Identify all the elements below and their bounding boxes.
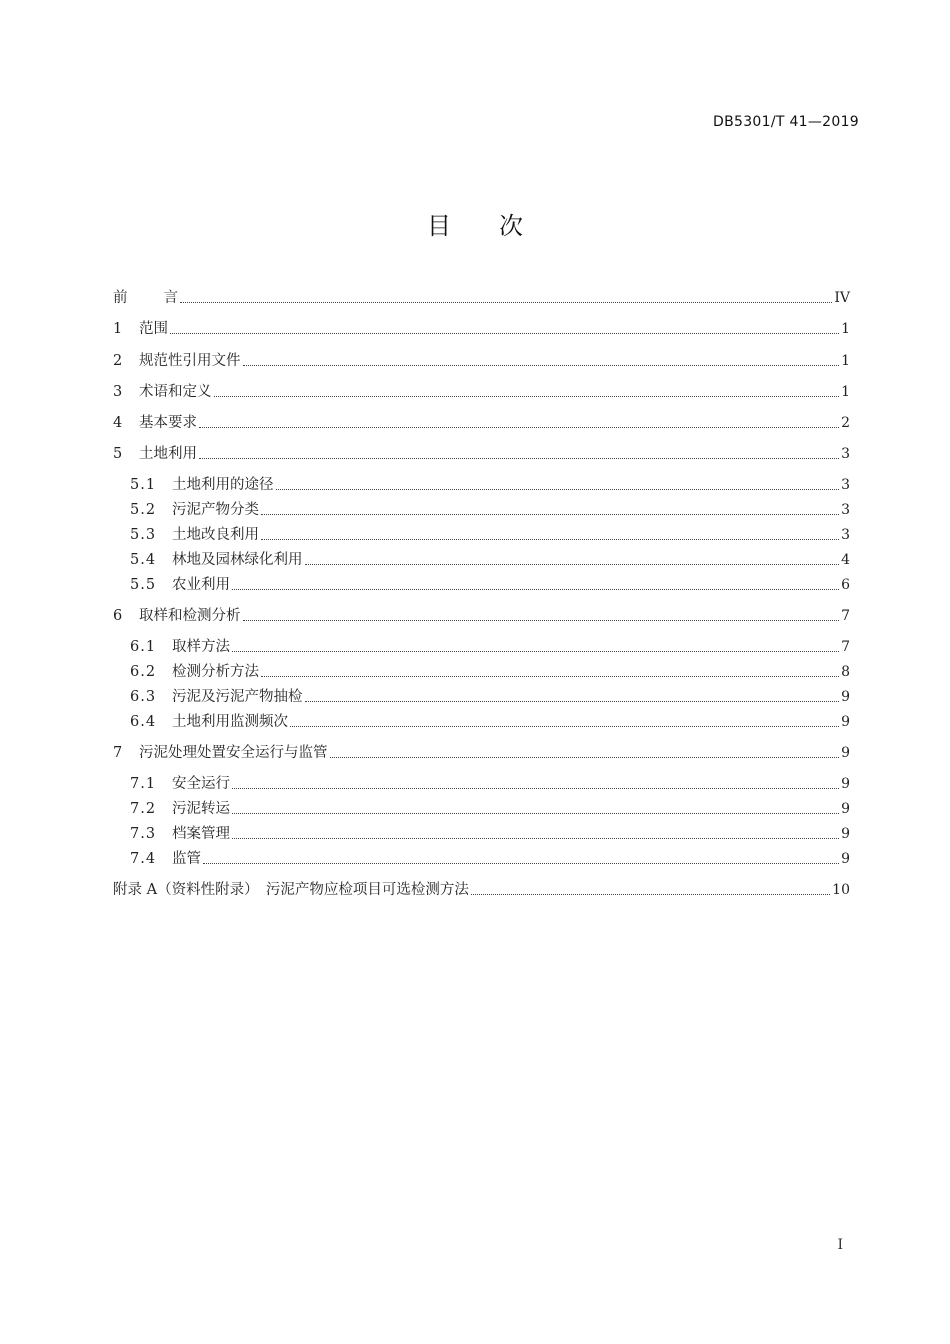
dot-leader [170, 332, 839, 334]
page-number: I [837, 1237, 843, 1253]
toc-subentry[interactable] [0, 499, 850, 519]
toc-entry-page: 3 [841, 527, 850, 543]
toc-entry-page: 1 [841, 321, 850, 337]
toc-entry-title: 范围 [139, 321, 168, 337]
toc-subentry[interactable] [0, 798, 850, 818]
toc-entry-page: 1 [841, 384, 850, 400]
toc-entry-page: 9 [841, 689, 850, 705]
toc-entry-number: 5.5 [130, 577, 157, 593]
toc-entry-page: 6 [841, 577, 850, 593]
toc-entry-number: 1 [113, 321, 123, 337]
page-title [0, 206, 950, 241]
toc-subentry[interactable] [0, 848, 850, 868]
toc-entry-page: 1 [841, 353, 850, 369]
toc-entry-page: 7 [841, 608, 850, 624]
toc-entry-page: 3 [841, 502, 850, 518]
toc-entry-number: 7.3 [130, 826, 157, 842]
toc-entry-number: 6.1 [130, 639, 157, 655]
toc-subentry[interactable] [0, 773, 850, 793]
toc-subentry[interactable] [0, 823, 850, 843]
toc-entry[interactable] [0, 605, 850, 625]
toc-entry-number: 7.1 [130, 776, 157, 792]
toc-entry-number: 2 [113, 353, 123, 369]
dot-leader [261, 513, 839, 515]
toc-entry-page: 9 [841, 801, 850, 817]
toc-entry-number: 6 [113, 608, 123, 624]
toc-entry-page: 9 [841, 826, 850, 842]
toc-entry-page: 8 [841, 664, 850, 680]
toc-entry[interactable] [0, 412, 850, 432]
toc-entry-title: 检测分析方法 [172, 664, 259, 680]
toc-entry-page: 9 [841, 714, 850, 730]
toc-entry-title: 土地利用 [139, 446, 197, 462]
toc-entry[interactable] [0, 381, 850, 401]
toc-entry-page: 3 [841, 477, 850, 493]
toc-entry-number: 7 [113, 745, 123, 761]
dot-leader [180, 301, 832, 303]
toc-entry-title: 污泥转运 [172, 801, 230, 817]
toc-subentry[interactable] [0, 549, 850, 569]
toc-subentry[interactable] [0, 474, 850, 494]
toc-entry-number: 5.4 [130, 552, 157, 568]
dot-leader [203, 862, 839, 864]
dot-leader [305, 563, 840, 565]
toc-entry-number: 5.2 [130, 502, 157, 518]
document-code: DB5301/T 41—2019 [713, 114, 859, 130]
toc-entry-number: 7.2 [130, 801, 157, 817]
toc-entry-title: 污泥处理处置安全运行与监管 [139, 745, 328, 761]
toc-entry[interactable] [0, 350, 850, 370]
toc-entry-title: 基本要求 [139, 415, 197, 431]
dot-leader [305, 700, 840, 702]
toc-entry-number: 3 [113, 384, 123, 400]
toc-entry[interactable] [0, 443, 850, 463]
toc-subentry[interactable] [0, 686, 850, 706]
dot-leader [471, 893, 830, 895]
toc-subentry[interactable] [0, 574, 850, 594]
dot-leader [199, 426, 839, 428]
toc-entry-title: 术语和定义 [139, 384, 212, 400]
toc-entry-title: 污泥及污泥产物抽检 [172, 689, 303, 705]
toc-entry-number: 4 [113, 415, 123, 431]
toc-entry-number: 5.3 [130, 527, 157, 543]
dot-leader [232, 812, 839, 814]
toc-entry-title: 取样方法 [172, 639, 230, 655]
dot-leader [243, 364, 840, 366]
toc-entry-page: 7 [841, 639, 850, 655]
dot-leader [232, 650, 839, 652]
toc-entry-number: 7.4 [130, 851, 157, 867]
toc-entry-preface[interactable] [0, 287, 850, 307]
toc-entry-page: 9 [841, 776, 850, 792]
toc-entry-number: 6.2 [130, 664, 157, 680]
toc-entry-page: 3 [841, 446, 850, 462]
toc-entry-title: 前 言 [113, 290, 178, 306]
dot-leader [199, 457, 839, 459]
toc-entry-page: 10 [832, 882, 850, 898]
toc-entry[interactable] [0, 318, 850, 338]
toc-entry-title: 林地及园林绿化利用 [172, 552, 303, 568]
toc-entry-title: 档案管理 [172, 826, 230, 842]
dot-leader [232, 787, 839, 789]
dot-leader [214, 395, 840, 397]
dot-leader [290, 725, 839, 727]
toc-entry-title: 污泥产物分类 [172, 502, 259, 518]
toc-entry-title: 附录 A（资料性附录） 污泥产物应检项目可选检测方法 [113, 882, 469, 898]
dot-leader [232, 837, 839, 839]
toc-entry-number: 5 [113, 446, 123, 462]
toc-entry-title: 农业利用 [172, 577, 230, 593]
toc-entry-number: 5.1 [130, 477, 157, 493]
dot-leader [232, 588, 839, 590]
toc-entry-page: IV [834, 290, 850, 306]
toc-entry-number: 6.3 [130, 689, 157, 705]
toc-entry-page: 2 [841, 415, 850, 431]
toc-entry-page: 4 [841, 552, 850, 568]
toc-entry-number: 6.4 [130, 714, 157, 730]
toc-subentry[interactable] [0, 711, 850, 731]
toc-entry-page: 9 [841, 851, 850, 867]
toc-entry-title: 规范性引用文件 [139, 353, 241, 369]
dot-leader [261, 538, 839, 540]
dot-leader [243, 619, 840, 621]
toc-entry-page: 9 [841, 745, 850, 761]
dot-leader [330, 756, 840, 758]
dot-leader [261, 675, 839, 677]
toc-subentry[interactable] [0, 524, 850, 544]
toc-subentry[interactable] [0, 636, 850, 656]
toc-subentry[interactable] [0, 661, 850, 681]
toc-entry-title: 安全运行 [172, 776, 230, 792]
toc-entry-title: 土地利用监测频次 [172, 714, 288, 730]
toc-entry[interactable] [0, 742, 850, 762]
toc-entry-title: 土地利用的途径 [172, 477, 274, 493]
toc-entry-title: 取样和检测分析 [139, 608, 241, 624]
page-title-right: 次 [499, 212, 523, 240]
toc-entry-title: 土地改良利用 [172, 527, 259, 543]
toc-entry-title: 监管 [172, 851, 201, 867]
toc-entry-appendix[interactable] [0, 879, 850, 899]
dot-leader [276, 488, 840, 490]
page-title-left: 目 [427, 212, 451, 240]
